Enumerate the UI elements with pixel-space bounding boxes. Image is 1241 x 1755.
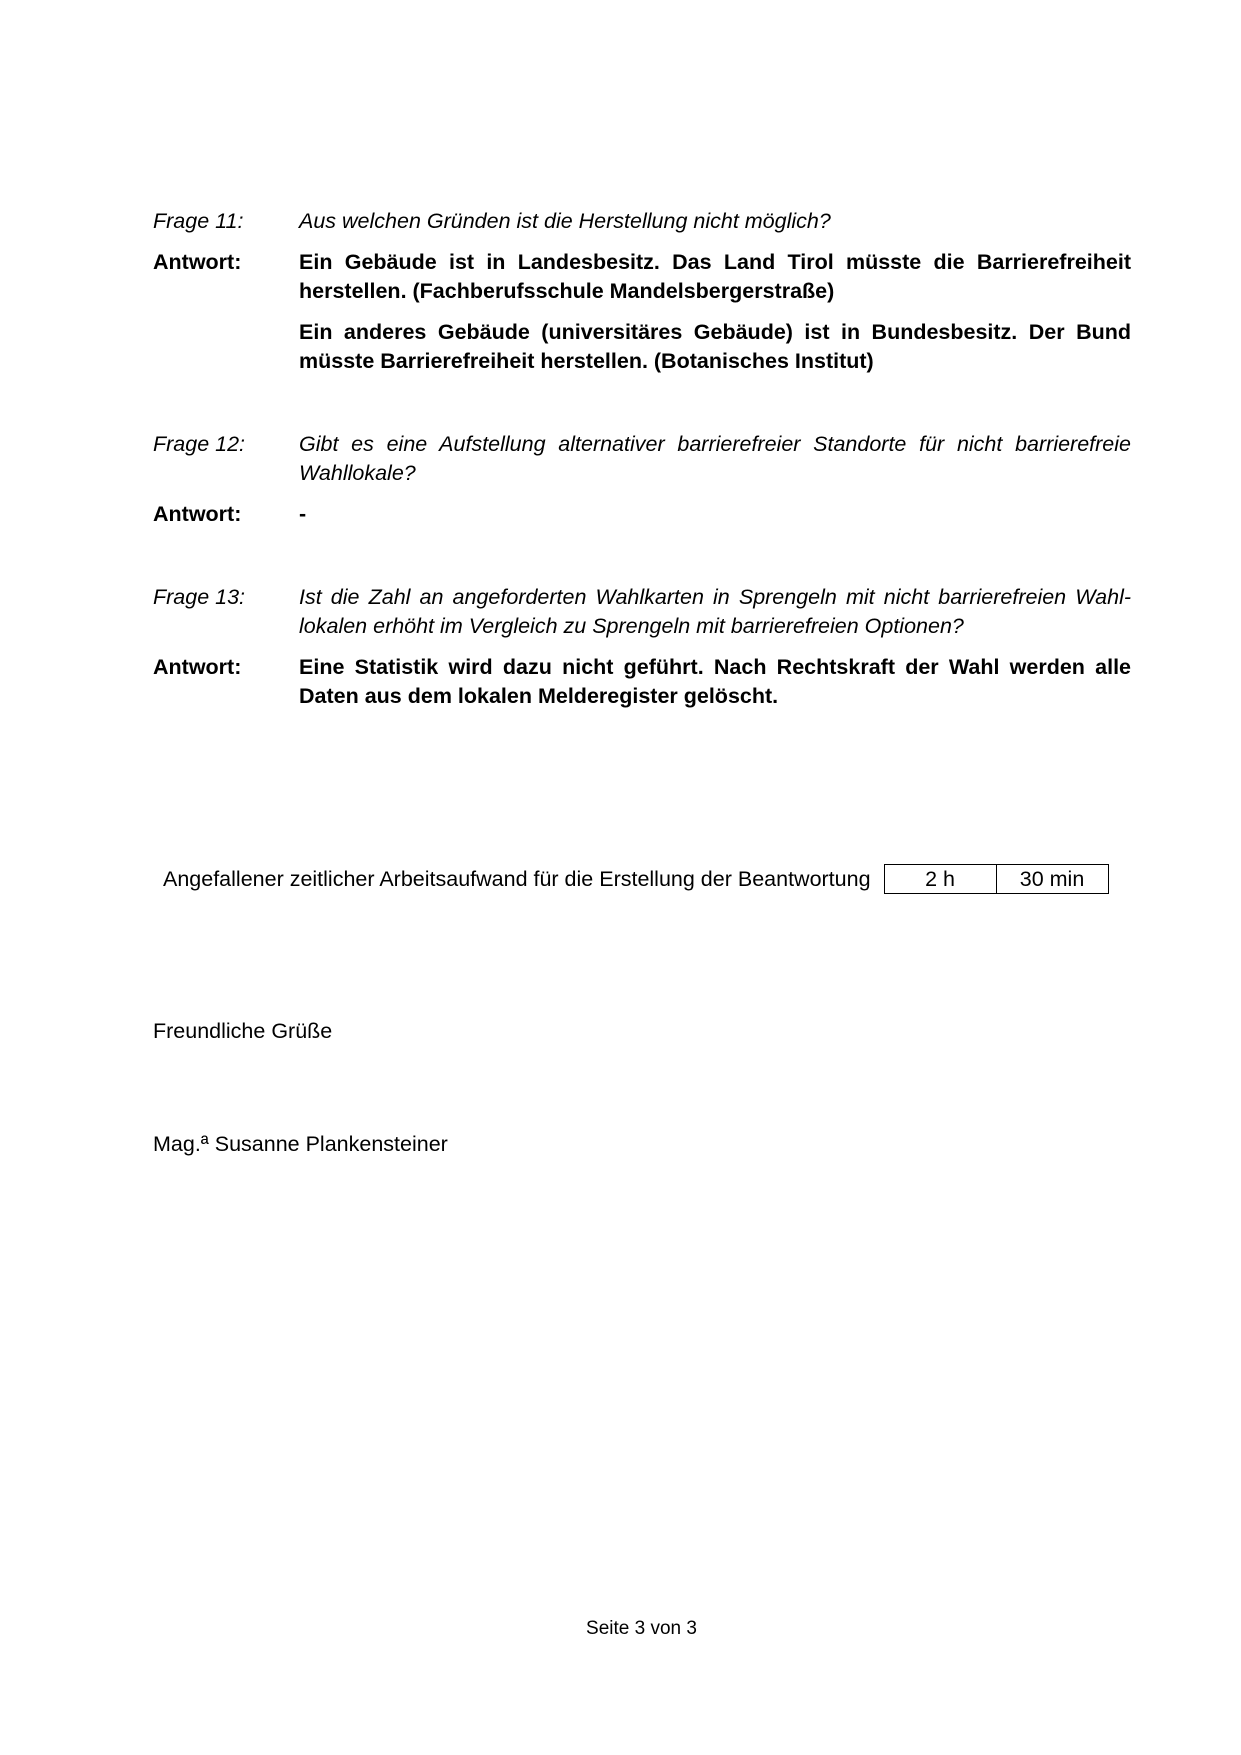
answer-content: [299, 248, 1131, 376]
page-number: Seite 3 von 3: [586, 1618, 697, 1639]
question-text: Ist die Zahl an angeforderten Wahlkarten in Sprengeln mit nicht barrierefreien Wahl-lokalen erhöht im Vergleich zu Sprengeln mit barrierefreien Optionen?: [299, 585, 1131, 638]
answer-row: [153, 248, 1131, 376]
question-row: [153, 207, 1131, 236]
answer-row: [153, 500, 1131, 529]
answer-label: Antwort:: [153, 502, 242, 526]
answer-content: [299, 500, 1131, 529]
answer-label: Antwort:: [153, 655, 242, 679]
work-effort-hours: 2 h: [925, 867, 955, 891]
closing-greeting: Freundliche Grüße: [153, 1019, 333, 1043]
answer-label: Antwort:: [153, 250, 242, 274]
work-effort-minutes: 30 min: [996, 865, 1108, 893]
question-label: Frage 12:: [153, 432, 246, 456]
question-text: Gibt es eine Aufstellung alternativer barrierefreier Standorte für nicht barrierefreie Wahllokale?: [299, 432, 1131, 485]
qa-block-12: [153, 430, 1131, 529]
answer-content: [299, 653, 1131, 711]
question-row: [153, 583, 1131, 641]
question-row: [153, 430, 1131, 488]
answer-paragraph: Eine Statistik wird dazu nicht geführt. Nach Rechtskraft der Wahl werden alle Daten aus dem lokalen Melderegister gelöscht.: [299, 655, 1131, 708]
work-effort: [163, 864, 1109, 894]
qa-block-13: [153, 583, 1131, 711]
answer-row: [153, 653, 1131, 711]
signature-name: Mag.ª Susanne Plankensteiner: [153, 1132, 448, 1156]
answer-paragraph: Ein Gebäude ist in Landesbesitz. Das Land Tirol müsste die Barrierefreiheit herstellen. (Fachberufsschule Mandelsbergerstraße): [299, 250, 1131, 303]
answer-paragraph: -: [299, 502, 307, 526]
question-text: Aus welchen Gründen ist die Herstellung nicht möglich?: [299, 209, 831, 233]
work-effort-box: [884, 864, 1109, 894]
work-effort-label: Angefallener zeitlicher Arbeitsaufwand für die Erstellung der Beantwortung: [163, 866, 871, 891]
answer-paragraph: Ein anderes Gebäude (universitäres Gebäude) ist in Bundesbesitz. Der Bund müsste Barrierefreiheit herstellen. (Botanisches Institut): [299, 320, 1131, 373]
question-label: Frage 13:: [153, 585, 246, 609]
qa-block-11: [153, 207, 1131, 376]
question-label: Frage 11:: [153, 209, 244, 233]
